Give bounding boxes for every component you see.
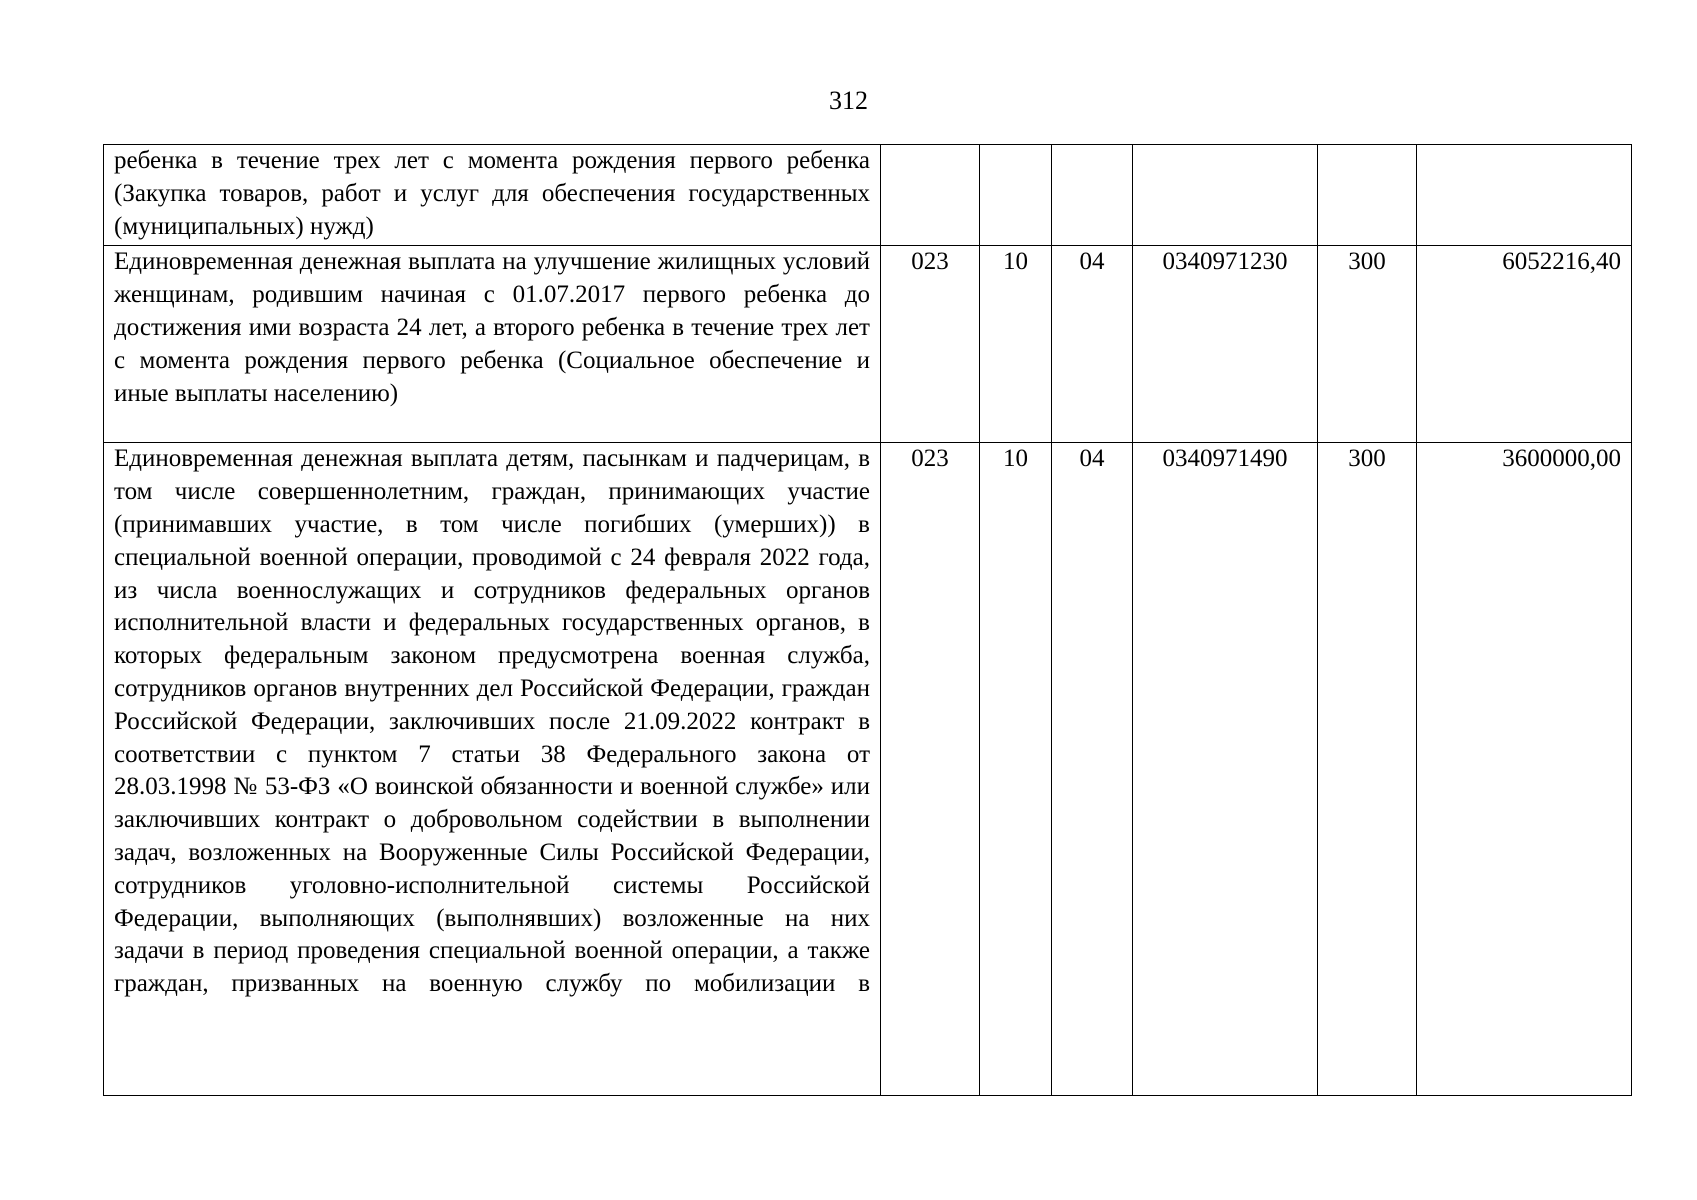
ministry-code: 023 xyxy=(881,246,980,443)
table-row xyxy=(104,443,1632,1096)
ministry-code: 023 xyxy=(881,443,980,1096)
subsection-code xyxy=(1052,145,1133,246)
table-row xyxy=(104,145,1632,246)
amount xyxy=(1417,145,1632,246)
section-code: 10 xyxy=(980,443,1052,1096)
budget-table xyxy=(103,144,1632,1096)
subsection-code: 04 xyxy=(1052,443,1133,1096)
section-code: 10 xyxy=(980,246,1052,443)
ministry-code xyxy=(881,145,980,246)
section-code xyxy=(980,145,1052,246)
target-item-code xyxy=(1133,145,1318,246)
row-description: Единовременная денежная выплата на улучшение жилищных условий женщинам, родившим начиная с 01.07.2017 первого ребенка до достижения ими возраста 24 лет, а второго ребенка в течение трех лет с момента рождения первого ребенка (Социальное обеспечение и иные выплаты населению) xyxy=(104,246,881,443)
page-number: 312 xyxy=(829,86,868,115)
subsection-code: 04 xyxy=(1052,246,1133,443)
row-description: Единовременная денежная выплата детям, пасынкам и падчерицам, в том числе совершеннолетним, граждан, принимающих участие (принимавших участие, в том числе погибших (умерших)) в специальной военной операции, проводимой с 24 февраля 2022 года, из числа военнослужащих и сотрудников федеральных органов исполнительной власти и федеральных государственных органов, в которых федеральным законом предусмотрена военная служба, сотрудников органов внутренних дел Российской Федерации, граждан Российской Федерации, заключивших после 21.09.2022 контракт в соответствии с пунктом 7 статьи 38 Федерального закона от 28.03.1998 № 53-ФЗ «О воинской обязанности и военной службе» или заключивших контракт о добровольном содействии в выполнении задач, возложенных на Вооруженные Силы Российской Федерации, сотрудников уголовно-исполнительной системы Российской Федерации, выполняющих (выполнявших) возложенные на них задачи в период проведения специальной военной операции, а также граждан, призванных на военную службу по мобилизации в xyxy=(104,443,881,1096)
expense-type-code: 300 xyxy=(1318,246,1417,443)
row-description: ребенка в течение трех лет с момента рождения первого ребенка (Закупка товаров, работ и услуг для обеспечения государственных (муниципальных) нужд) xyxy=(104,145,881,246)
expense-type-code xyxy=(1318,145,1417,246)
table-row xyxy=(104,246,1632,443)
target-item-code: 0340971490 xyxy=(1133,443,1318,1096)
expense-type-code: 300 xyxy=(1318,443,1417,1096)
amount: 3600000,00 xyxy=(1417,443,1632,1096)
amount: 6052216,40 xyxy=(1417,246,1632,443)
target-item-code: 0340971230 xyxy=(1133,246,1318,443)
